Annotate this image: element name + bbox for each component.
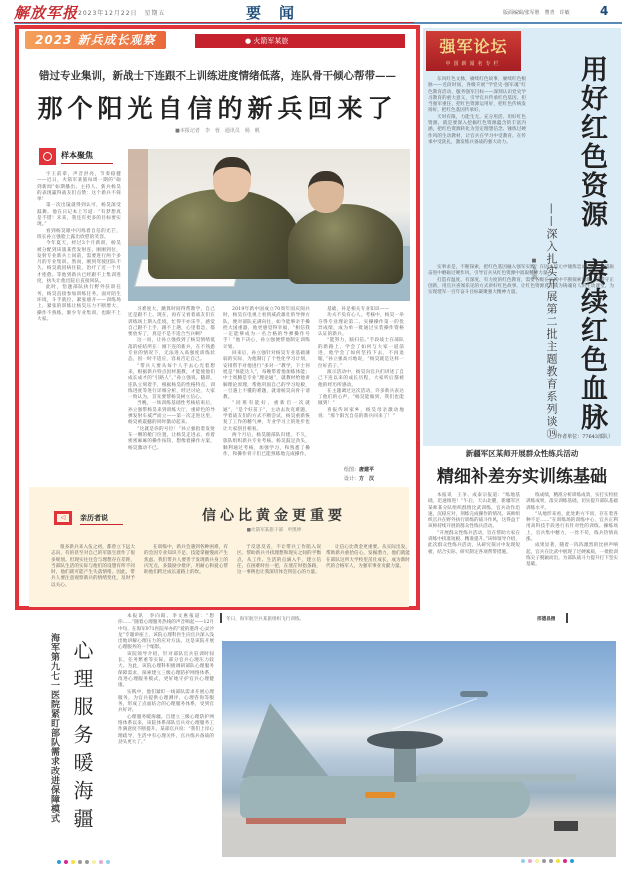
- paragraph: “从地形来看，此处距方不同，存在着各种不足……”在训练场的训练中心，官兵正利用高科技手段进行有针对性的训练。操练场上，官兵集中精力，一丝不苟，练兵热情高涨。: [526, 511, 618, 543]
- photo-credit: 邢德昌摄: [537, 617, 556, 622]
- registration-dot: [570, 859, 574, 863]
- feature-column-2: [128, 307, 215, 497]
- paragraph: 习难度大，跳算时间得帮教学，自己还是跟不上。现在，再有又看着战友们在训练场上斯入佳境，忙得不亦乐乎，感觉自己跟不上手，跟不上趟，心里着急，都要放弃了，真是不是不适合当兵啊？: [128, 307, 215, 338]
- aircraft-in-flight: [460, 691, 488, 697]
- soldier-figure: [148, 189, 298, 279]
- registration-dot: [78, 860, 82, 864]
- masthead: [0, 0, 636, 24]
- radar-dome: [367, 731, 443, 749]
- paragraph: 2019年新中国成立70周年国庆阅兵时，杨昊在电视上看到威武雄壮的导弹方队，便对部队充满向往，如今能够亲手操控大国重器，他更感觉得幸福，“相信我一定能够成为一名合格的导弹操作号手！”他下决心，孙立强便帮他制定训练计划。: [223, 307, 310, 350]
- caption-bar: [220, 613, 222, 623]
- paragraph: “开展群众性练兵活动，旨在帮助大家在训练中找准短板、精准提升。”该师领导介绍，此次群众性练兵活动，从研究探讨中发现短板，结合实际，研究制定各项帮带措施。: [428, 530, 520, 555]
- target-icon: [39, 148, 56, 165]
- forum-text-lower: [428, 265, 614, 445]
- feature-kicker: 错过专业集训，新战士下连跟不上训练进度情绪低落，连队骨干倾心帮带——: [39, 70, 396, 82]
- paragraph: 当晚，一场训练基础性考核结束后，孙立强带杨昊来到训练大厅，重碎色的导弹发射车威严而立——第一次走进这里，杨昊被震撼的同时激动起来。: [128, 401, 215, 426]
- forum-text-upper: [428, 77, 526, 262]
- illustrator-name: 唐建平: [359, 467, 375, 473]
- registration-dot: [549, 859, 553, 863]
- paragraph: 这一问，让孙立强找到了杨昊情绪低落的症结所在：刚下连的新兵，在不熟悉专业的情况下，无法进入高强度训练状态，因一时不适应，容易否定自己。: [128, 338, 215, 363]
- xinjiang-headline[interactable]: 精细补差夯实训练基础: [437, 467, 607, 487]
- series-banner-title: 2023 新兵成长观察: [25, 31, 166, 49]
- paragraph: 实践中，他们紧盯一线部队需求开展心理服务，为官兵提供心理测评、心理咨询等服务，形成了点面结合的心理服务体系，受到官兵好评。: [118, 689, 214, 714]
- testimony-title[interactable]: 信心比黄金更重要: [202, 508, 346, 524]
- registration-dot: [99, 860, 103, 864]
- registration-dot: [106, 860, 110, 864]
- feature-article: [15, 25, 420, 610]
- paragraph: 心理服务暖海疆。自建立三级心理防护网络体系以来，该院体系部队官兵对心理服务工作满意度不断提升。某部官兵说：“我们上岸心理疏导，生活中有心理关怀，官兵练兵备战的劲头更大了。”: [118, 714, 214, 745]
- section-title: 要闻: [246, 4, 313, 22]
- registration-marks-left: [57, 860, 110, 864]
- registration-dot: [64, 860, 68, 864]
- section-tag: [39, 147, 113, 165]
- registration-dot: [85, 860, 89, 864]
- forum-author-unit: （作者单位：77643部队）: [552, 434, 613, 440]
- feature-byline: ■本报记者 李 蓉 通讯员 杨 帆: [175, 128, 260, 134]
- forum-badge-title: 强军论坛: [439, 37, 508, 56]
- paragraph: “能努力，脑归信。”手段战士在部队的新路上，学会了如何与大家一道前进，他学会了如何坚持下去，不再退缩，”孙立强高兴地说，“杨昊就是这样一位好苗子。”: [318, 338, 404, 369]
- paragraph: 此时，恰逢部队执行野外驻训任务，杨昊直接参加训练任务。面对陌生环境，斗手就位，紧张感开——训练场上，紧张的训练让杨昊压力不断增大，操作不熟练，渐少专业集训，也跟不上大家。: [37, 285, 121, 322]
- unit-label: ● 火箭军某旅: [195, 34, 405, 48]
- paragraph: 演示活动中，杨昊向官兵们讲述了自己下连以来的成长历程，大家听后都被他的经历所感动。: [318, 369, 404, 388]
- feature-column-4: [318, 307, 404, 467]
- testimony-panel: [29, 487, 409, 607]
- registration-dot: [528, 859, 532, 863]
- paragraph: 宇王前辈，声音洪亮，节奏稳健——近日，火箭军某旅每周一期的“砺剑新闻”如期播出。主持人、新兵杨昊的表现赢得战友们点赞：这个新兵不简单！: [37, 172, 121, 203]
- paragraph: 第一次出镜就得到认可，杨昊深受鼓舞。他在日记本上写道：“有梦想真是不错！未来，我还有更多的目标要实现。”: [37, 203, 121, 228]
- forum-column: [423, 28, 621, 446]
- registration-dot: [92, 860, 96, 864]
- paragraph: 在主题调过这次活动，许多新兵表达了他们的心声，“杨昊能做到，我们也能做到！”: [318, 388, 404, 407]
- paragraph: 东风红色文脉，赓续红色故事，赓续红色根脉——近段时间，各级开展“学党史·强军魂”红色教育活动，服务强军目标——深刻认识党史学习教育的重大意义，引导官兵传承红色基因、担当强军重任，把红色资源运用好，把红色传统发扬好，把红色基因传承好。: [428, 77, 526, 114]
- paragraph: 该院领导介绍，针对部队官兵驻训时间长、任务繁重等实际，部分官兵心理压力较大。为此，该院心理科积极调研部队心理服务保障需求，探索建立三级心理防护网络体系，改进心理服务模式，更好地守护官兵心理健康。: [118, 651, 214, 689]
- feature-illustration: [128, 149, 410, 301]
- paragraph: 天时有限，力能生无。充分用活、用好红色资源，就是要深入挖掘红色资源蕴含的丰富内涵，把红色资源转化为坚定理想信念、锤炼过硬作风的生动教材，让官兵在学习中受教育、在传承中受洗礼，激发练兵备战的强大动力。: [428, 114, 526, 145]
- registration-dot: [57, 860, 61, 864]
- navy-kicker: 海军第九七一医院紧盯部队需求改进保障模式: [49, 633, 59, 823]
- registration-marks-right: [521, 859, 574, 863]
- paragraph: 两个月后，杨昊随部队归建。不久，旅队组织新兵专业考核。杨昊鼓足劲头，顺利通过考核，加强学习，和熟悉了操作，和操作骨干们已能熟练地完成操作。: [223, 432, 310, 457]
- registration-dot: [542, 859, 546, 863]
- xinjiang-column-1: [428, 493, 520, 556]
- xinjiang-kicker: 新疆军区某师开展群众性练兵活动: [465, 449, 579, 458]
- testimony-column-3: 于反思反省，不让带兵工作陷入误区。帮助新兵寻找理想和现实之间的平衡点，从工作、生活的点滴入手，建立信任，在困难时拉一把，在迷茫时指条路，这一事例也让我深切体会到信心的力量。: [237, 545, 321, 576]
- navy-body: [118, 614, 214, 859]
- paragraph: 实事求是，不断探索，把红色基因融入强军实践，在固本培元中锤炼忠诚品格，在砥砺奋进中磨砺过硬作风，引导官兵从红色资源中汲取精神力量。: [428, 265, 614, 277]
- testimony-column-4: 让信心比黄金更重要。从实际出发，帮助新兵重拾信心，发掘潜力，他们就能在部队这所大学校里茁壮成长，成为新时代的合格军人，为强军事业贡献力量。: [326, 545, 410, 569]
- soldier-figure: [288, 204, 403, 284]
- paragraph: 本报讯 王争、成泰宗报道：“练地基础，迅速推进！”午后，天山北麓，新疆军区某师某分队组织群情比武训练，官兵动作迅速，沉稳应对，刻练完成操作的情况。该师组织官兵在野外执行训练的战斗作风，这得益于该师持续开展的群众性练兵活动。: [428, 493, 520, 530]
- paragraph: 功夫不负有心人。考核中，杨昊一举夺得专业理论第二、实操操作第一的优异成绩，成为单一批通过实装操作资格认证的新兵。: [318, 313, 404, 338]
- forum-badge: [426, 31, 521, 71]
- caption-bar: [566, 613, 568, 623]
- registration-dot: [556, 859, 560, 863]
- photo-caption: 冬日，海军航空兵某旅组织飞行训练。: [226, 617, 305, 622]
- paragraph: “这就是你的号位！”孙立强指着发射车一侧的舱门位置，让杨昊走进去，看着密密麻麻的操作按钮，想像着操作方案，杨昊激动不已。: [128, 426, 215, 451]
- testimony-tag: [54, 511, 123, 525]
- page-number: 4: [600, 4, 609, 18]
- feature-headline[interactable]: 那个阳光自信的新兵回来了: [37, 94, 398, 123]
- forum-subheadline: ——深入扎实开展第二批主题教育系列谈⑲: [545, 203, 558, 441]
- aircraft-insignia: [365, 792, 395, 798]
- testimony-byline: ■火箭军某旅干部 申凯坤: [246, 528, 302, 533]
- paragraph: 成果显著，随着一阵阵激烈的比拼声响起，官兵在比武中展现了过硬素质，一批批训练尖子脱颖而出，为部队战斗力提升打下坚实基础。: [526, 543, 618, 568]
- paragraph: 本报讯 李向阳、李文惠报道：“想你……”随着心理服务热线的声音响起——12月中旬，在海军971医院举办的“爱的港湾·心灵沙龙”专题讲座上，该院心理科医生向官兵深入浅出地讲解心理压力的应对方法。这是该院开展心理服务的一个缩影。: [118, 614, 214, 651]
- paragraph: “带兵人要从每个人手去心光着想来，根据新兵特点因材施教，才能使他们成长成才的“引路人”。”孙立强说。随即，连队立刻着手，根据杨昊的性格特点，训练进度等进行详细分析，经过讨论，大家一致认为，首先要帮杨昊树立信心。: [128, 363, 215, 401]
- paragraph: 今年夏天，经过3个月新训，杨昊被分配到该旅某营发射连。刚刚到位，发射专业新兵上岗前，需要进行两个多月的专业集训。然而，刚到驾驶团队不久，杨昊就因病住院，治疗了近一个月才痊愈。等他到新兵已经跟不上集训进度，执失让他出院后直接回队。: [37, 241, 121, 285]
- paragraph: “同班有能好，重新启一次就通”，“是个好苗子”，主动去攻克难题，学着战友们的方式不断尝试，杨昊重新恢复了工作的精气神，专业学习上的进步也让大家刮目相看。: [223, 401, 310, 432]
- paragraph: 看到杨昊眼中闪烁着自信的光芒，班长孙立强脸上露出欣慰的笑容。: [37, 228, 121, 240]
- paragraph: 打造有温度、有深度、有力度的红色教育，需要各级在实践中不断探索创新，坚持守正创新，用官兵喜闻乐见的方式讲好红色故事，让红色资源真正成为铸魂育人的生动课堂，为实现建军一百年奋斗目标凝聚强大精神力量。: [428, 277, 614, 296]
- issue-date: 2023年12月22日 星期五: [78, 10, 166, 17]
- forum-author: ■雷雯驰: [531, 258, 537, 279]
- page-editors: 版面编辑/张军胜 曹青 许敏: [503, 10, 570, 16]
- testimony-column-1: 很多新兵来入伍之初，都曾立下远大志向，有的甚至对自己的军旅生涯作了很多规划。但现实往往会与理想存在差距，当部队生活的实际与他们的设想有所不同时，他们就可能产生失落情绪。因此，带兵人要注意观察新兵的情绪变化，及时予以关心。: [51, 545, 135, 588]
- registration-dot: [563, 859, 567, 863]
- speaker-icon: ◁: [54, 511, 72, 525]
- testimony-column-2: 在训练中，新兵会遇到各种困难，有的会因专业知识不足、技能掌握慢而产生焦虑。我们带兵人要善于发现新兵身上的闪光点，多鼓励少批评，用耐心和爱心帮助他们跨过成长道路上的坎。: [144, 545, 228, 576]
- feature-column-1: [37, 172, 121, 472]
- awacs-photo[interactable]: [222, 641, 616, 857]
- feature-column-3: [223, 307, 310, 497]
- paragraph: 回来后，孙立强针对杨昊专业基础薄弱的实际，为他制订了个性化学习计划，安排帮手对他进行“多对一”教学，下士何旭是“体能达人”，每晚带着他加练体能；中士周腾是专业“理论通”，就教材给他讲解理论原理，帮他巩固自己的学习短板，一旦遇上不懂的难题，就请杨昊向骨干请教。: [223, 351, 310, 401]
- registration-dot: [521, 859, 525, 863]
- navy-headline[interactable]: 心理服务暖海疆: [70, 640, 94, 836]
- masthead-rule-accent: [14, 22, 414, 23]
- forum-headline[interactable]: 用好红色资源 赓续红色血脉: [576, 55, 607, 432]
- registration-dot: [71, 860, 75, 864]
- forum-badge-subtitle: 中国新闻名专栏: [445, 61, 502, 67]
- xinjiang-column-2: [526, 493, 618, 569]
- paragraph: 基础，补足相关专业知识——: [327, 307, 390, 312]
- section-tag-label: 样本聚焦: [61, 148, 113, 164]
- aircraft-tail: [242, 703, 330, 778]
- series-banner: [25, 31, 405, 49]
- feature-credits: 绘图：唐建平 设计：方 汉: [344, 467, 375, 482]
- newspaper-logo: 解放军报: [14, 4, 79, 22]
- paragraph: 练成绩，精准分析训练成效，实打实检验训练成果，落实训练基础，切实提升部队基础训练水平。: [526, 493, 618, 511]
- testimony-tag-label: 亲历者说: [80, 512, 123, 525]
- paragraph: 喜报传回家乡，杨昊母亲激动地说：“那个阳光自信的新兵回来了！”: [318, 407, 404, 420]
- registration-dot: [535, 859, 539, 863]
- designer-name: 方 汉: [359, 476, 375, 482]
